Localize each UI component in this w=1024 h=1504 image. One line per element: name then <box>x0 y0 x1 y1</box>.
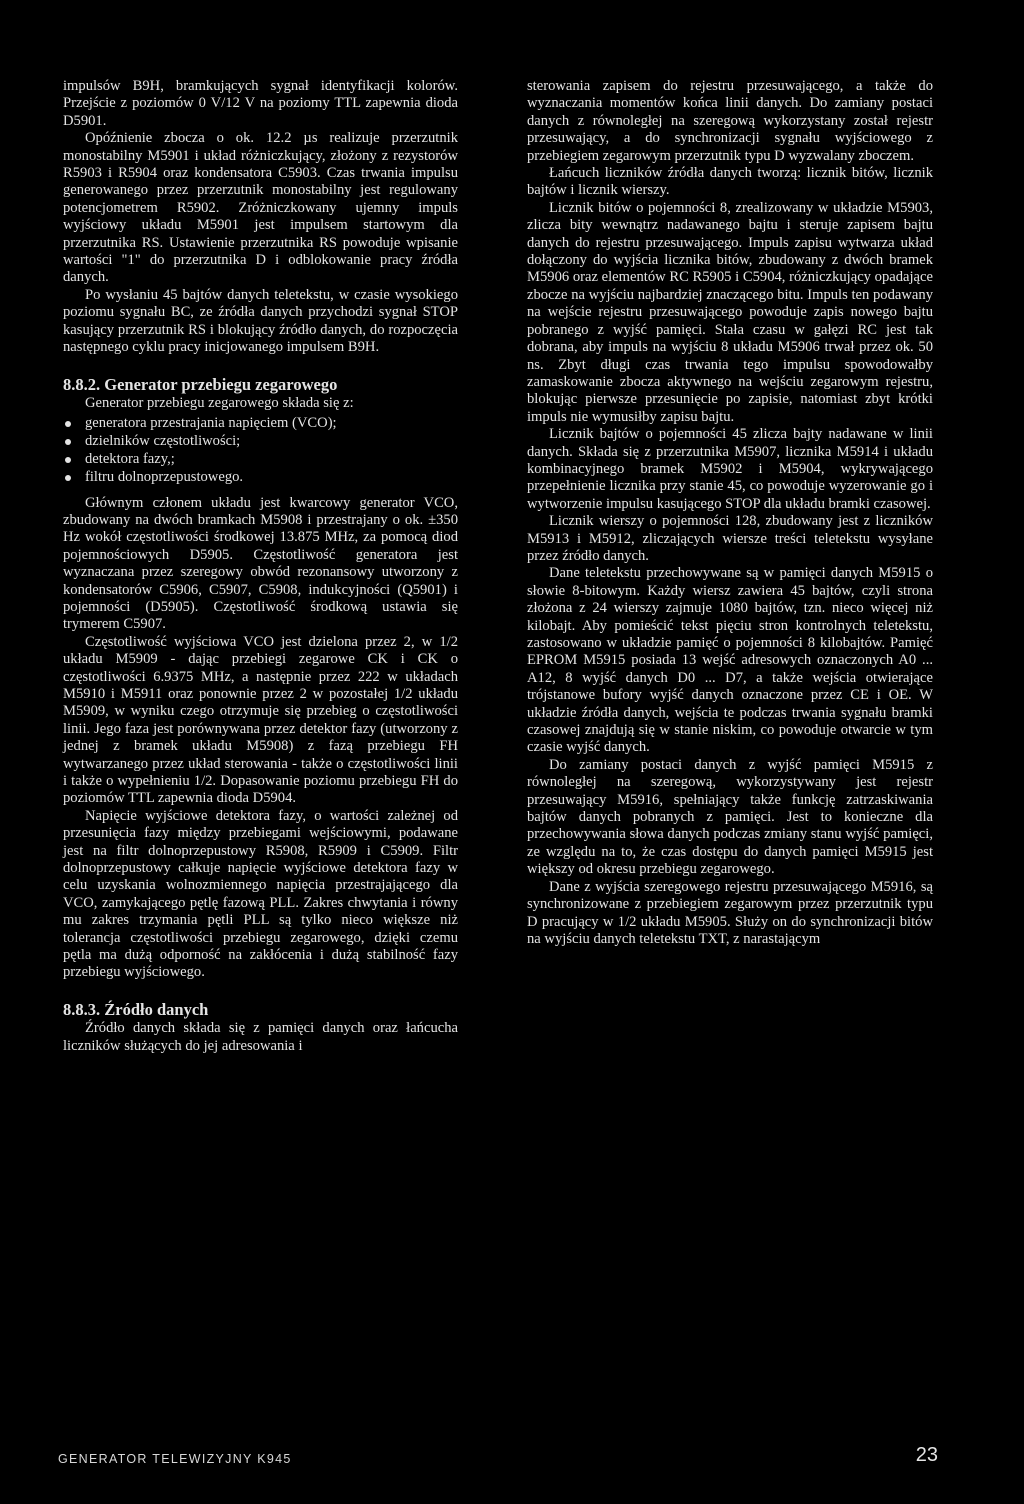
component-list <box>63 415 458 486</box>
paragraph: Dane z wyjścia szeregowego rejestru przesuwającego M5916, są synchronizowane z przebiegiem zegarowym przez przerzutnik typu D pracujący w 1/2 układu M5905. Służy on do synchronizacji bitów na wyjściu danych teletekstu TXT, z narastającym <box>527 878 933 947</box>
paragraph: Częstotliwość wyjściowa VCO jest dzielona przez 2, w 1/2 układu M5909 - dając przebiegi zegarowe CK i CK o częstotliwości 6.9375 MHz, a następnie przez 222 w układach M5910 i M5911 oraz ponownie przez 2 w pozostałej 1/2 układu M5909, w wyniku czego otrzymuje się przebieg o częstotliwości linii. Jego faza jest porównywana przez detektor fazy (utworzony z jednej z bramek układu M5908) z fazą przebiegu FH wytwarzanego przez układ sterowania - także o częstotliwości linii i także o wypełnieniu 1/2. Dopasowanie poziomu przebiegu FH do poziomów TTL zapewnia dioda D5904. <box>63 633 458 807</box>
paragraph: Licznik bajtów o pojemności 45 zlicza bajty nadawane w linii danych. Składa się z przerzutnika M5907, licznika M5914 i układu kombinacyjnego bramek M5902 i M5904, wykrywającego przepełnienie licznika przy stanie 45, co powoduje wyzerowanie go i wytworzenie impulsu kasującego STOP dla układu bramki czasowej. <box>527 426 933 512</box>
paragraph: Napięcie wyjściowe detektora fazy, o wartości zależnej od przesunięcia fazy między przebiegami wejściowymi, podawane jest na filtr dolnoprzepustowy R5908, R5909 i C5909. Filtr dolnoprzepustowy całkuje napięcie wyjściowe detektora fazy w celu uzyskania wolnozmiennego napięcia przestrajającego dla VCO, zamykającego pętlę fazową PLL. Zakres chwytania i równy mu zakres trzymania pętli PLL są tylko nieco większe niż tolerancja częstotliwości przebiegu zegarowego, dzięki czemu pętla ma dużą odporność na zakłócenia i dużą stabilność fazy przebiegu wyjściowego. <box>63 807 458 981</box>
list-item: generatora przestrajania napięciem (VCO); <box>63 415 458 433</box>
paragraph: Opóźnienie zbocza o ok. 12.2 µs realizuje przerzutnik monostabilny M5901 i układ różniczkujący, złożony z rezystorów R5903 i R5904 oraz kondensatora C5903. Czas trwania impulsu generowanego przez przerzutnik monostabilny jest regulowany potencjometrem R5902. Zróżniczkowany ujemny impuls wyjściowy układu M5901 jest impulsem startowym dla przerzutnika RS. Ustawienie przerzutnika RS powoduje wpisanie wartości "1" do przerzutnika D i odblokowanie pracy źródła danych. <box>63 130 458 286</box>
right-column <box>527 78 933 948</box>
section-heading-8-8-2: 8.8.2. Generator przebiegu zegarowego <box>63 374 338 394</box>
paragraph: Łańcuch liczników źródła danych tworzą: licznik bitów, licznik bajtów i licznik wierszy. <box>527 165 933 199</box>
list-item: dzielników częstotliwości; <box>63 433 458 451</box>
paragraph: Generator przebiegu zegarowego składa się z: <box>85 394 354 411</box>
paragraph: sterowania zapisem do rejestru przesuwającego, a także do wyznaczania momentów końca linii danych. Do zamiany postaci danych z równoległej na szeregową wykorzystany został rejestr przesuwający, a do synchronizacji sygnału wyjściowego z przebiegiem zegarowym przerzutnik typu D wyzwalany zboczem. <box>527 78 933 164</box>
paragraph: Źródło danych składa się z pamięci danych oraz łańcucha liczników służących do jej adresowania i <box>63 1020 458 1054</box>
paragraph: Głównym członem układu jest kwarcowy generator VCO, zbudowany na dwóch bramkach M5908 i przestrajany o ok. ±350 Hz wokół częstotliwości środkowej 13.875 MHz, za pomocą diod pojemnościowych D5905. Częstotliwość generatora jest wyznaczana przez szeregowy obwód rezonansowy utworzony z kondensatorów C5906, C5907, C5908, indukcyjności (Q5901) i pojemności (D5905). Częstotliwość środkową ustawia się trymerem C5907. <box>63 494 458 633</box>
section-heading-8-8-3: 8.8.3. Źródło danych <box>63 999 209 1019</box>
paragraph: Licznik wierszy o pojemności 128, zbudowany jest z liczników M5913 i M5912, zliczających wiersze treści teletekstu wysyłane przez źródło danych. <box>527 513 933 564</box>
paragraph: Po wysłaniu 45 bajtów danych teletekstu, w czasie wysokiego poziomu sygnału BC, ze źródła danych przychodzi sygnał STOP kasujący przerzutnik RS i blokujący źródło danych, do rozpoczęcia następnego cyklu pracy inicjowanego impulsem B9H. <box>63 286 458 356</box>
paragraph: Licznik bitów o pojemności 8, zrealizowany w układzie M5903, zlicza bity wewnątrz nadawanego bajtu i steruje zapisem bajtu danych do rejestru przesuwającego. Impuls zapisu wytwarza układ dołączony do wyjścia licznika bitów, zbudowany z dwóch bramek M5906 oraz elementów RC R5905 i C5904, różniczkujący opadające zbocze na wyjściu najbardziej znaczącego bitu. Impuls ten podawany na wejście rejestru przesuwającego powoduje zapis nowego bajtu pobranego z wyjść pamięci. Stała czasu w gałęzi RC jest tak dobrana, aby impuls na wyjściu 8 układu M5906 trwał przez ok. 50 ns. Zbyt długi czas trwania tego impulsu spowodowałby zamaskowanie zbocza aktywnego na wejściu zegarowym rejestru, blokując pierwsze przesunięcie po zapisie, natomiast zbyt krótki impuls nie wymusiłby zapisu bajtu. <box>527 199 933 425</box>
list-item: detektora fazy,; <box>63 451 458 469</box>
paragraph: Do zamiany postaci danych z wyjść pamięci M5915 z równoległej na szeregową, wykorzystywany jest rejestr przesuwający M5916, spełniający także funkcję zatrzaskiwania bajtów danych pobranych z pamięci. Jest to konieczne dla przechowywania słowa danych podczas zmiany stanu wyjść pamięci, ze względu na to, że czas dostępu do danych pamięci M5915 jest większy od okresu przebiegu zegarowego. <box>527 756 933 878</box>
paragraph: impulsów B9H, bramkujących sygnał identyfikacji kolorów. Przejście z poziomów 0 V/12 V na poziomy TTL zapewnia dioda D5901. <box>63 78 458 129</box>
page-number: 23 <box>915 1444 938 1466</box>
list-item: filtru dolnoprzepustowego. <box>63 469 458 487</box>
left-column <box>63 78 458 1055</box>
paragraph: Dane teletekstu przechowywane są w pamięci danych M5915 o słowie 8-bitowym. Każdy wiersz zawiera 45 bajtów, czyli strona złożona z 24 wierszy zajmuje 1080 bajtów, tzn. nieco więcej niż kilobajt. Aby pomieścić tekst pięciu stron kontrolnych teletekstu, zastosowano w układzie pamięć o pojemności 8 kilobajtów. Pamięć EPROM M5915 posiada 13 wejść adresowych oznaczonych A0 ... A12, 8 wyjść danych D0 ... D7, a także wejścia otwierające trójstanowe bufory wyjść danych oznaczone przez CE i OE. W układzie źródła danych, wejścia te podczas trwania sygnału bramki czasowej znajdują się w stanie niskim, co powoduje otwarcie w tym czasie wyjść danych. <box>527 565 933 756</box>
running-title: GENERATOR TELEWIZYJNY K945 <box>58 1452 292 1466</box>
